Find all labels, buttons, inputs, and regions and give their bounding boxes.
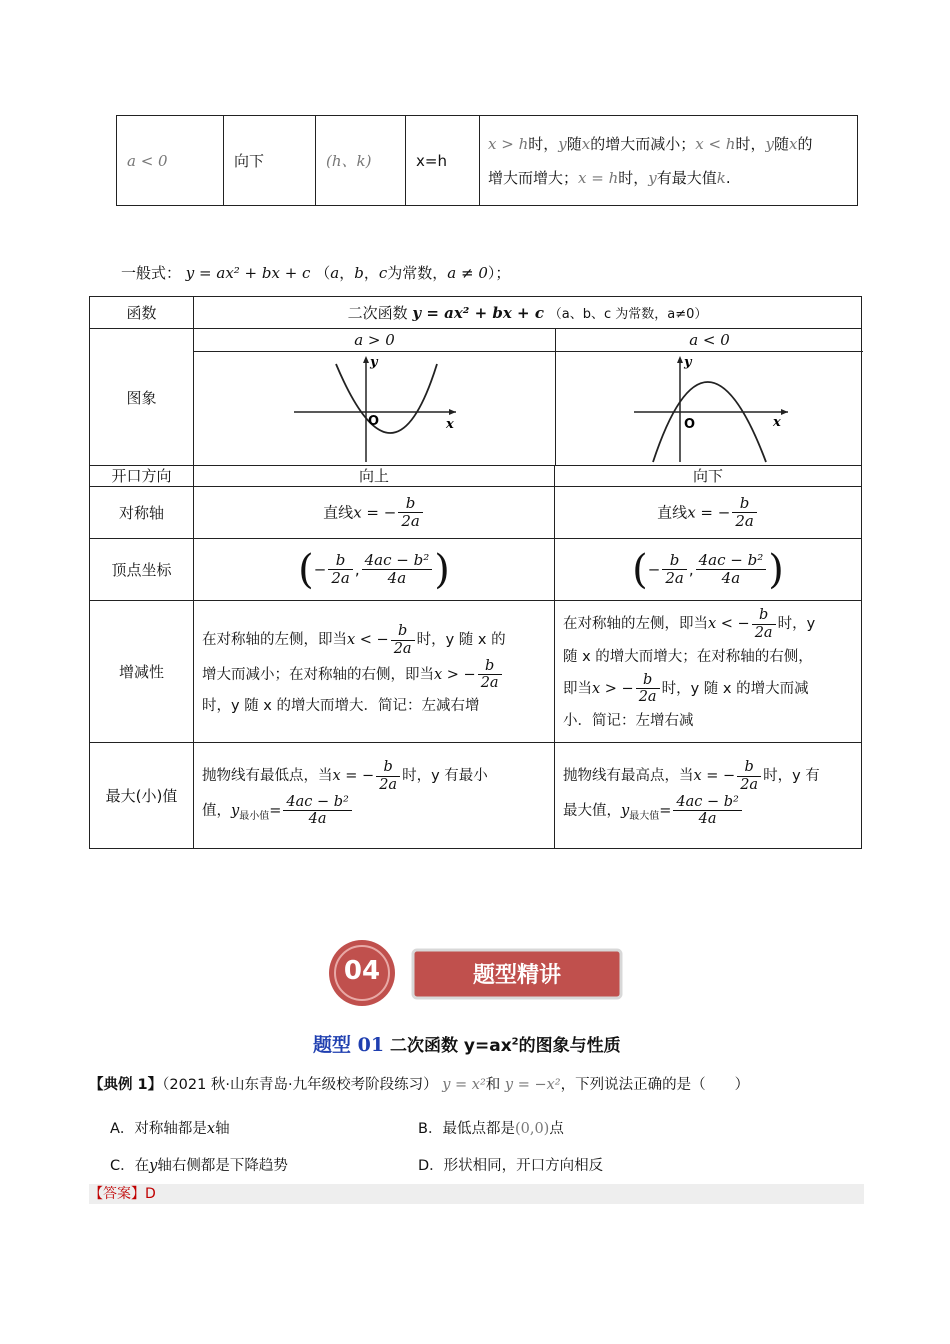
mono-negative: 在对称轴的左侧，即当x < − $\frac{b}{2a}$ 时，y 随 x 的增大而增大；在对称轴的右侧， 即当x > − $\frac{b}{2a}$ 时，y 随 x 的增大而减 小．简记：左增右减 (555, 601, 862, 743)
top-cell-vertex: (h、k) (316, 116, 406, 206)
axis-positive: 直线x = − $\frac{b}{2a}$ (194, 487, 555, 539)
row-mono-label: 增减性 (90, 601, 194, 743)
vertex-positive: (− $\frac{b}{2a}$ , $\frac{\text{4ac − b²}}{4a}$ ) (194, 539, 555, 601)
section-badge (325, 938, 625, 1008)
graph2-origin-label: O (684, 417, 696, 432)
option-c[interactable]: C．在y轴右侧都是下降趋势 (110, 1158, 288, 1174)
row-function-content: 二次函数 y = ax² + bx + c （a、b、c 为常数，a≠0） (194, 297, 862, 329)
top-cell-monotonic (480, 116, 858, 206)
parabola-up-graph (194, 352, 555, 465)
col-a-negative-header: a < 0 (556, 329, 863, 352)
quadratic-properties-table (89, 296, 862, 849)
option-d[interactable]: D．形状相同，开口方向相反 (418, 1158, 604, 1174)
example-tag: 【典例 1】 (89, 1077, 163, 1093)
graph1-y-label: y (370, 355, 378, 370)
graph2-x-label: x (773, 415, 781, 430)
vertex-negative: (− $\frac{b}{2a}$ , $\frac{\text{4ac − b²}}{4a}$ ) (555, 539, 862, 601)
row-function-label: 函数 (90, 297, 194, 329)
row-graph-label: 图象 (90, 329, 194, 466)
type-heading: 题型 01 二次函数 $y=ax^2$的图象与性质 (313, 1034, 621, 1056)
option-b[interactable]: B．最低点都是(0,0)点 (418, 1121, 564, 1137)
row-max-label: 最大(小)值 (90, 743, 194, 849)
row-vertex-label: 顶点坐标 (90, 539, 194, 601)
answer-bar (89, 1184, 864, 1204)
general-formula: y = ax² + bx + c (185, 264, 311, 282)
col-a-positive-header: a > 0 (194, 329, 555, 352)
top-cell-a: a < 0 (117, 116, 224, 206)
mono-positive: 在对称轴的左侧，即当x < − $\frac{b}{2a}$ 时，y 随 x 的 增大而减小；在对称轴的右侧，即当x > − $\frac{b}{2a}$ 时，y 随 x 的增大而增大．简记：左减右增 (194, 601, 555, 743)
type-heading-label: 题型 01 (313, 1034, 385, 1056)
axis-negative: 直线x = − $\frac{b}{2a}$ (555, 487, 862, 539)
top-cell-direction: 向下 (224, 116, 316, 206)
example-question: 【典例 1】（2021 秋·山东青岛·九年级校考阶段练习） y = x²和 y = −x²，下列说法正确的是（ ） (89, 1077, 750, 1093)
max-negative: 抛物线有最高点，当x = − $\frac{b}{2a}$ 时，y 有 最大值，$y_{最大值}=$ $\frac{\text{4ac − b²}}{4a}$ (555, 743, 862, 849)
row-axis-label: 对称轴 (90, 487, 194, 539)
max-positive: 抛物线有最低点，当x = − $\frac{b}{2a}$ 时，y 有最小 值，$y_{最小值}=$ $\frac{\text{4ac − b²}}{4a}$ (194, 743, 555, 849)
row-open-label: 开口方向 (90, 466, 194, 487)
open-positive: 向上 (194, 466, 555, 487)
option-a[interactable]: A．对称轴都是x轴 (110, 1121, 230, 1137)
answer-tag: 【答案】 (89, 1186, 145, 1202)
graph1-x-label: x (446, 417, 454, 432)
answer-value: D (145, 1186, 156, 1202)
top-table (116, 115, 858, 206)
general-form-line: 一般式： y = ax² + bx + c （a，b，c为常数，a ≠ 0）； (121, 264, 511, 282)
row-graph-content (194, 329, 862, 466)
parabola-down-graph (556, 352, 863, 465)
graph2-y-label: y (684, 355, 692, 370)
graph1-origin-label: O (368, 414, 380, 429)
badge-title: 题型精讲 (472, 963, 561, 988)
open-negative: 向下 (555, 466, 862, 487)
top-cell-line2: 增大而增大；x = h时，y有最大值k. (488, 168, 731, 187)
badge-number: 04 (343, 956, 381, 986)
top-cell-axis: x=h (406, 116, 480, 206)
top-cell-line1: x > h时，y随x的增大而减小；x < h时，y随x的 (488, 134, 813, 153)
